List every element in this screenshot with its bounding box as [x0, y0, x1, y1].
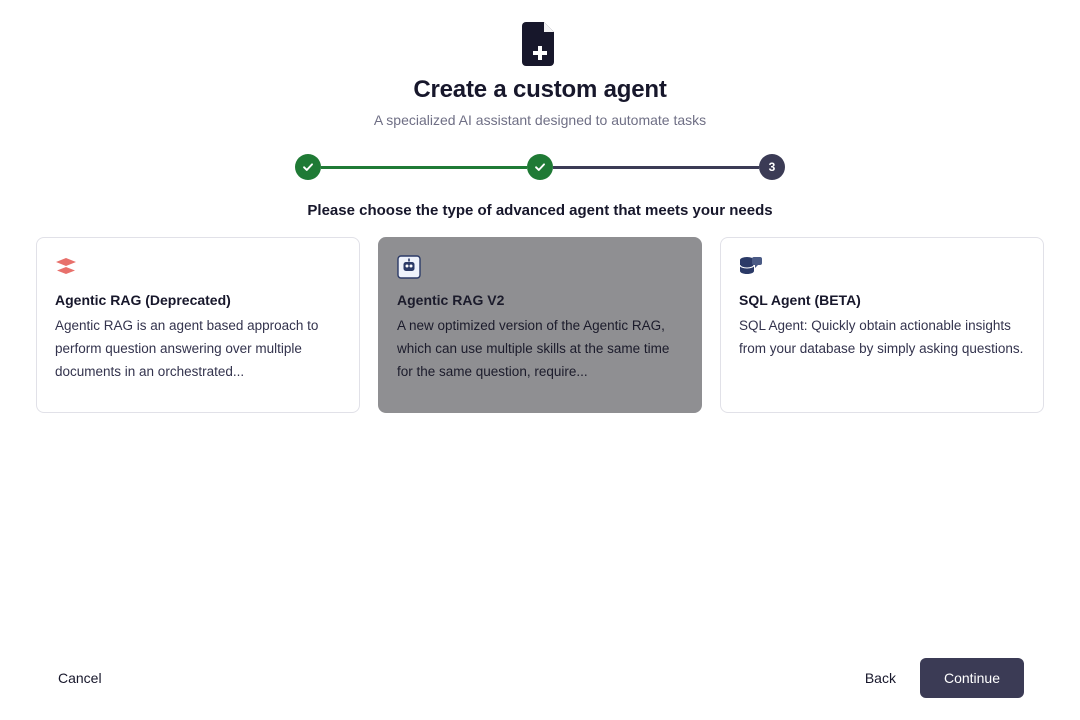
step-connector-2: [553, 166, 759, 169]
database-chat-icon: [739, 254, 1025, 280]
step-1-complete[interactable]: [295, 154, 321, 180]
page-subtitle: A specialized AI assistant designed to automate tasks: [373, 112, 707, 128]
card-title: Agentic RAG V2: [397, 292, 505, 308]
layers-stack-icon: [55, 254, 341, 280]
progress-stepper: [295, 154, 785, 180]
agent-card-sql-agent-beta[interactable]: [720, 237, 1044, 413]
selection-prompt: Please choose the type of advanced agent that meets your needs: [307, 202, 773, 219]
card-title: Agentic RAG (Deprecated): [55, 292, 231, 308]
agent-card-agentic-rag-deprecated[interactable]: [36, 237, 360, 413]
card-description: Agentic RAG is an agent based approach to perform question answering over multiple documents in an orchestrated...: [55, 318, 319, 380]
continue-button[interactable]: Continue: [920, 658, 1024, 698]
footer-actions: [863, 658, 1024, 698]
check-icon: [301, 160, 315, 174]
agent-card-agentic-rag-v2[interactable]: [378, 237, 702, 413]
cancel-button[interactable]: Cancel: [56, 664, 104, 692]
card-title: SQL Agent (BETA): [739, 292, 861, 308]
agent-type-options: [36, 237, 1044, 413]
back-button[interactable]: Back: [863, 664, 898, 692]
wizard-footer: [0, 636, 1080, 720]
step-3-label: 3: [768, 160, 776, 174]
step-2-complete[interactable]: [527, 154, 553, 180]
robot-chip-icon: [397, 254, 683, 280]
step-3-current[interactable]: [759, 154, 785, 180]
document-add-icon: [522, 22, 558, 66]
page-title: Create a custom agent: [413, 76, 667, 103]
check-icon: [533, 160, 547, 174]
step-connector-1: [321, 166, 527, 169]
card-description: SQL Agent: Quickly obtain actionable insights from your database by simply asking questions.: [739, 318, 1024, 357]
card-description: A new optimized version of the Agentic RAG, which can use multiple skills at the same time for the same question, require...: [397, 318, 670, 380]
wizard-header: [0, 0, 1080, 128]
